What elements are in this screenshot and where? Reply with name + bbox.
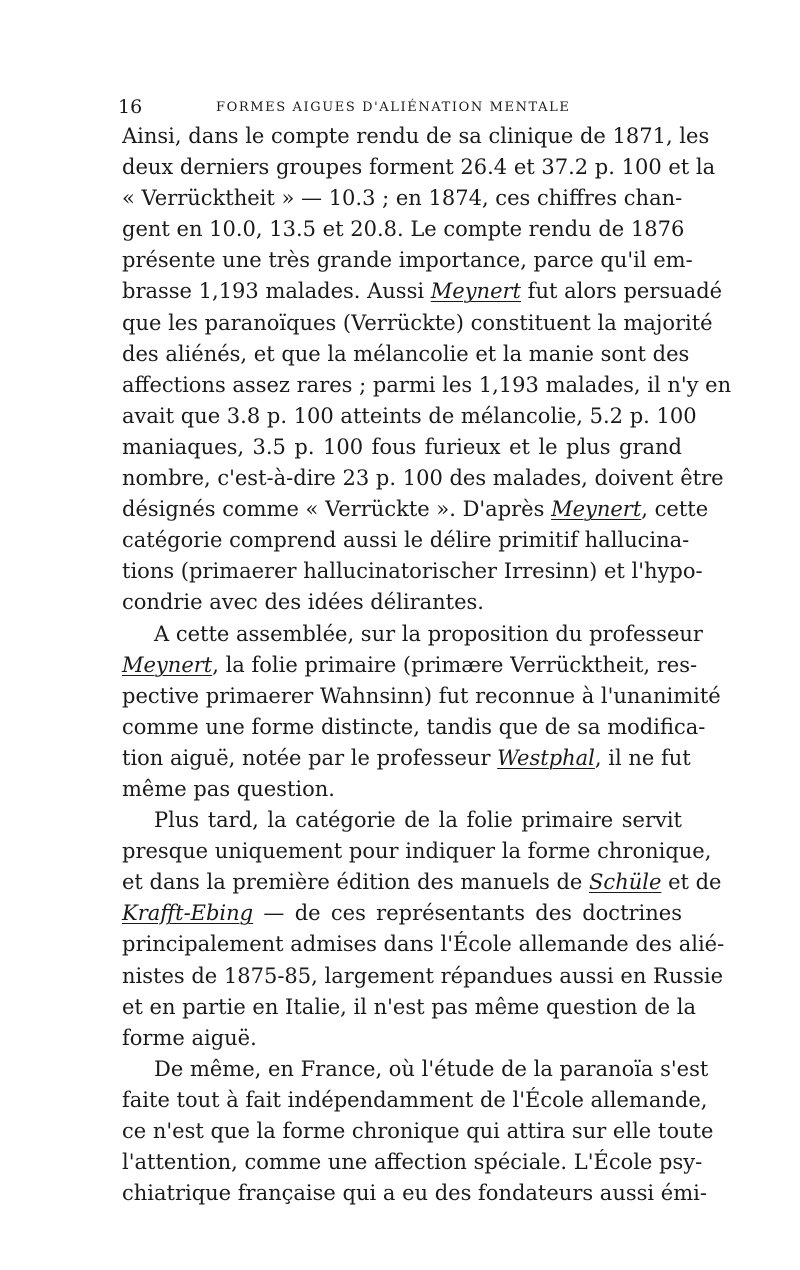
text-line — [122, 401, 697, 432]
text-line — [122, 774, 682, 805]
text-segment: faite tout à fait indépendamment de l'École allemande, — [122, 1087, 708, 1112]
text-segment: , il ne fut — [594, 745, 691, 770]
text-segment: avait que 3.8 p. 100 atteints de mélancolie, 5.2 p. 100 — [122, 403, 697, 428]
text-line — [122, 1178, 707, 1209]
text-line — [122, 370, 732, 401]
text-line — [122, 961, 724, 992]
text-line — [122, 121, 710, 152]
text-segment: forme aiguë. — [122, 1025, 257, 1050]
text-segment: A cette assemblée, sur la proposition du professeur — [154, 621, 703, 646]
text-segment: condrie avec des idées délirantes. — [122, 590, 484, 615]
text-segment: et dans la première édition des manuels de — [122, 870, 590, 895]
text-segment: tion aiguë, notée par le professeur — [122, 745, 498, 770]
text-line — [122, 619, 703, 650]
cited-name: Meynert — [122, 652, 213, 677]
text-line — [122, 1023, 682, 1054]
text-segment: des aliénés, et que la mélancolie et la manie sont des — [122, 341, 690, 366]
text-segment: même pas question. — [122, 776, 335, 801]
text-line — [122, 308, 713, 339]
text-line — [122, 992, 696, 1023]
text-segment: « Verrücktheit » — 10.3 ; en 1874, ces chiffres chan- — [122, 186, 683, 211]
cited-name: Meynert — [551, 497, 642, 522]
text-segment: deux derniers groupes forment 26.4 et 37.2 p. 100 et la — [122, 155, 716, 180]
text-line — [122, 432, 682, 463]
text-line — [122, 805, 682, 836]
text-line — [122, 1116, 714, 1147]
text-segment: — de ces représentants des doctrines — [253, 901, 682, 926]
text-line — [122, 525, 690, 556]
text-line — [122, 339, 690, 370]
text-segment: fut alors persuadé — [521, 279, 723, 304]
text-segment: De même, en France, où l'étude de la paranoïa s'est — [154, 1056, 709, 1081]
text-segment: désignés comme « Verrückte ». D'après — [122, 497, 552, 522]
text-segment: que les paranoïques (Verrückte) constituent la majorité — [122, 310, 713, 335]
text-segment: brasse 1,193 malades. Aussi — [122, 279, 431, 304]
running-head: FORMES AIGUES D'ALIÉNATION MENTALE — [216, 100, 571, 115]
text-line — [122, 898, 682, 929]
text-line — [122, 836, 712, 867]
text-segment: affections assez rares ; parmi les 1,193 malades, il n'y en — [122, 372, 732, 397]
text-line — [122, 1147, 703, 1178]
text-segment: maniaques, 3.5 p. 100 fous furieux et le plus grand — [122, 434, 682, 459]
text-segment: Ainsi, dans le compte rendu de sa clinique de 1871, les — [122, 124, 710, 148]
text-segment: chiatrique française qui a eu des fondateurs aussi émi- — [122, 1181, 707, 1206]
text-segment: nombre, c'est-à-dire 23 p. 100 des malades, doivent être — [122, 466, 724, 491]
text-line — [122, 681, 721, 712]
text-line — [122, 494, 709, 525]
text-line — [122, 650, 698, 681]
text-segment: comme une forme distincte, tandis que de sa modifica- — [122, 714, 706, 739]
text-segment: et en partie en Italie, il n'est pas même question de la — [122, 994, 696, 1019]
page-number: 16 — [118, 96, 143, 118]
text-line — [122, 587, 682, 618]
text-segment: pective primaerer Wahnsinn) fut reconnue à l'unanimité — [122, 683, 721, 708]
text-line — [122, 867, 722, 898]
text-segment: ce n'est que la forme chronique qui attira sur elle toute — [122, 1119, 714, 1143]
cited-name: Westphal — [497, 745, 595, 770]
text-segment: et de — [661, 870, 722, 895]
body-text — [122, 121, 732, 1209]
text-line — [122, 1054, 709, 1085]
text-segment: gent en 10.0, 13.5 et 20.8. Le compte rendu de 1876 — [122, 217, 685, 242]
text-segment: présente une très grande importance, parce qu'il em- — [122, 248, 693, 273]
text-segment: , la folie primaire (primære Verrücktheit, res- — [212, 652, 698, 677]
text-segment: tions (primaerer hallucinatorischer Irresinn) et l'hypo- — [122, 559, 703, 584]
cited-name: Meynert — [430, 279, 521, 304]
text-segment: presque uniquement pour indiquer la forme chronique, — [122, 839, 712, 864]
text-line — [122, 743, 691, 774]
text-line — [122, 712, 706, 743]
cited-name: Schüle — [589, 870, 662, 895]
text-line — [122, 245, 693, 276]
text-line — [122, 152, 716, 183]
text-segment: nistes de 1875-85, largement répandues aussi en Russie — [122, 963, 724, 988]
cited-name: Krafft-Ebing — [122, 901, 254, 926]
text-line — [122, 929, 725, 960]
text-segment: l'attention, comme une affection spéciale. L'École psy- — [122, 1150, 703, 1175]
text-segment: , cette — [641, 497, 709, 522]
text-line — [122, 556, 703, 587]
text-segment: catégorie comprend aussi le délire primitif hallucina- — [122, 528, 690, 553]
text-line — [122, 276, 723, 307]
text-line — [122, 214, 685, 245]
text-line — [122, 463, 724, 494]
text-segment: Plus tard, la catégorie de la folie primaire servit — [154, 808, 682, 833]
text-segment: principalement admises dans l'École allemande des alié- — [122, 932, 725, 957]
page-header — [118, 94, 678, 120]
text-line — [122, 183, 682, 214]
text-line — [122, 1085, 708, 1116]
